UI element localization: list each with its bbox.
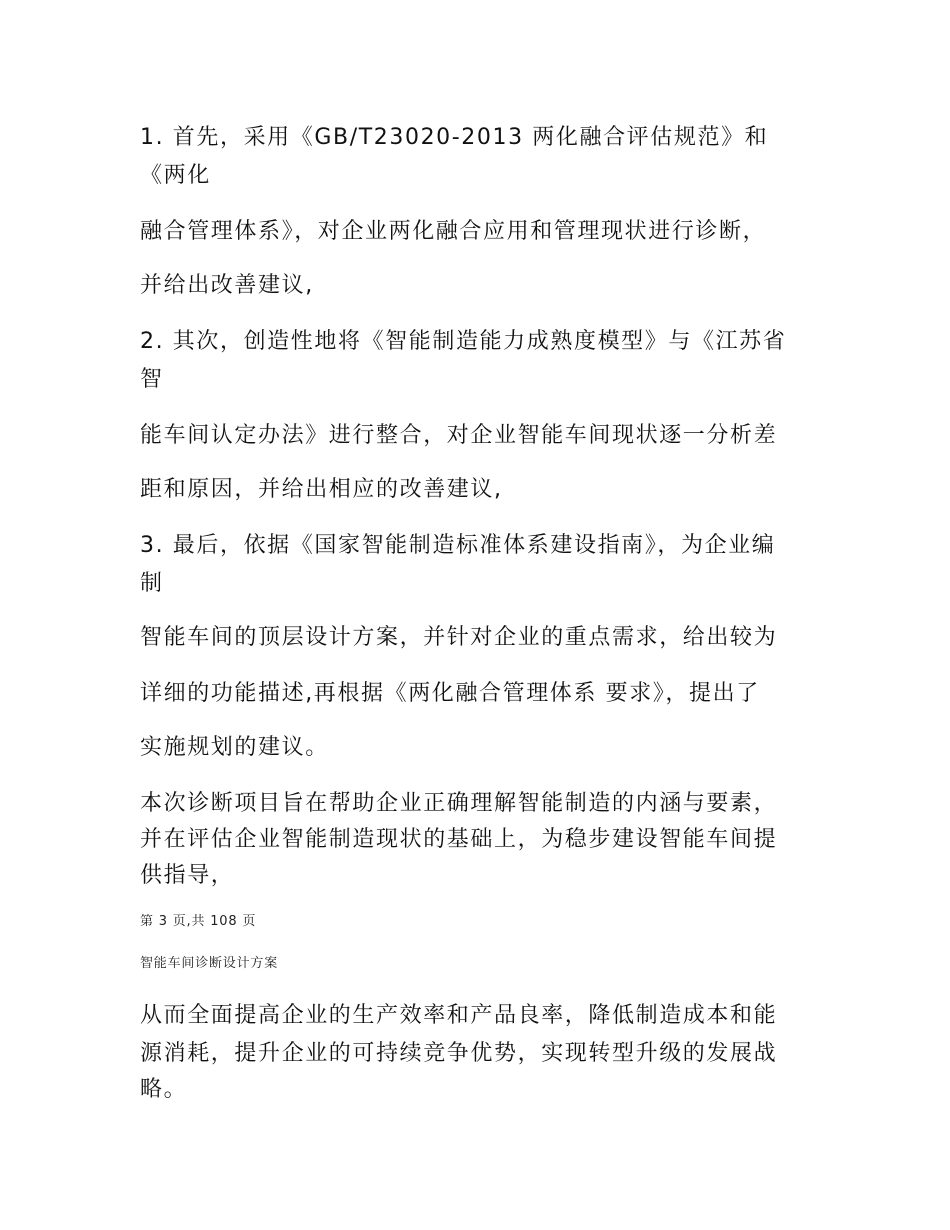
body-line-10: 制 <box>140 571 164 596</box>
running-header: 智能车间诊断设计方案 <box>140 956 279 971</box>
body-line-19: 略。 <box>140 1077 188 1102</box>
body-line-17: 从而全面提高企业的生产效率和产品良率，降低制造成本和能 <box>140 1003 778 1028</box>
body-line-16: 供指导， <box>140 863 235 888</box>
body-line-12: 详细的功能描述,再根据《两化融合管理体系 要求》，提出了 <box>140 681 760 706</box>
body-line-1: 1. 首先，采用《GB/T23020-2013 两化融合评估规范》和 <box>140 125 769 150</box>
body-line-3: 融合管理体系》，对企业两化融合应用和管理现状进行诊断， <box>140 219 767 244</box>
body-line-8: 距和原因，并给出相应的改善建议, <box>140 477 503 502</box>
body-line-15: 并在评估企业智能制造现状的基础上，为稳步建设智能车间提 <box>140 827 778 852</box>
body-line-4: 并给出改善建议, <box>140 273 314 298</box>
body-line-9: 3. 最后，依据《国家智能制造标准体系建设指南》，为企业编 <box>140 533 776 558</box>
body-line-2: 《两化 <box>140 163 211 188</box>
body-line-5: 2. 其次，创造性地将《智能制造能力成熟度模型》与《江苏省 <box>140 329 787 354</box>
page-footer: 第 3 页,共 108 页 <box>140 914 257 929</box>
body-line-6: 智 <box>140 367 164 392</box>
body-line-11: 智能车间的顶层设计方案，并针对企业的重点需求，给出较为 <box>140 625 778 650</box>
body-line-7: 能车间认定办法》进行整合，对企业智能车间现状逐一分析差 <box>140 423 778 448</box>
body-line-14: 本次诊断项目旨在帮助企业正确理解智能制造的内涵与要素， <box>140 791 778 816</box>
body-line-13: 实施规划的建议。 <box>140 735 329 760</box>
body-line-18: 源消耗，提升企业的可持续竞争优势，实现转型升级的发展战 <box>140 1041 778 1066</box>
